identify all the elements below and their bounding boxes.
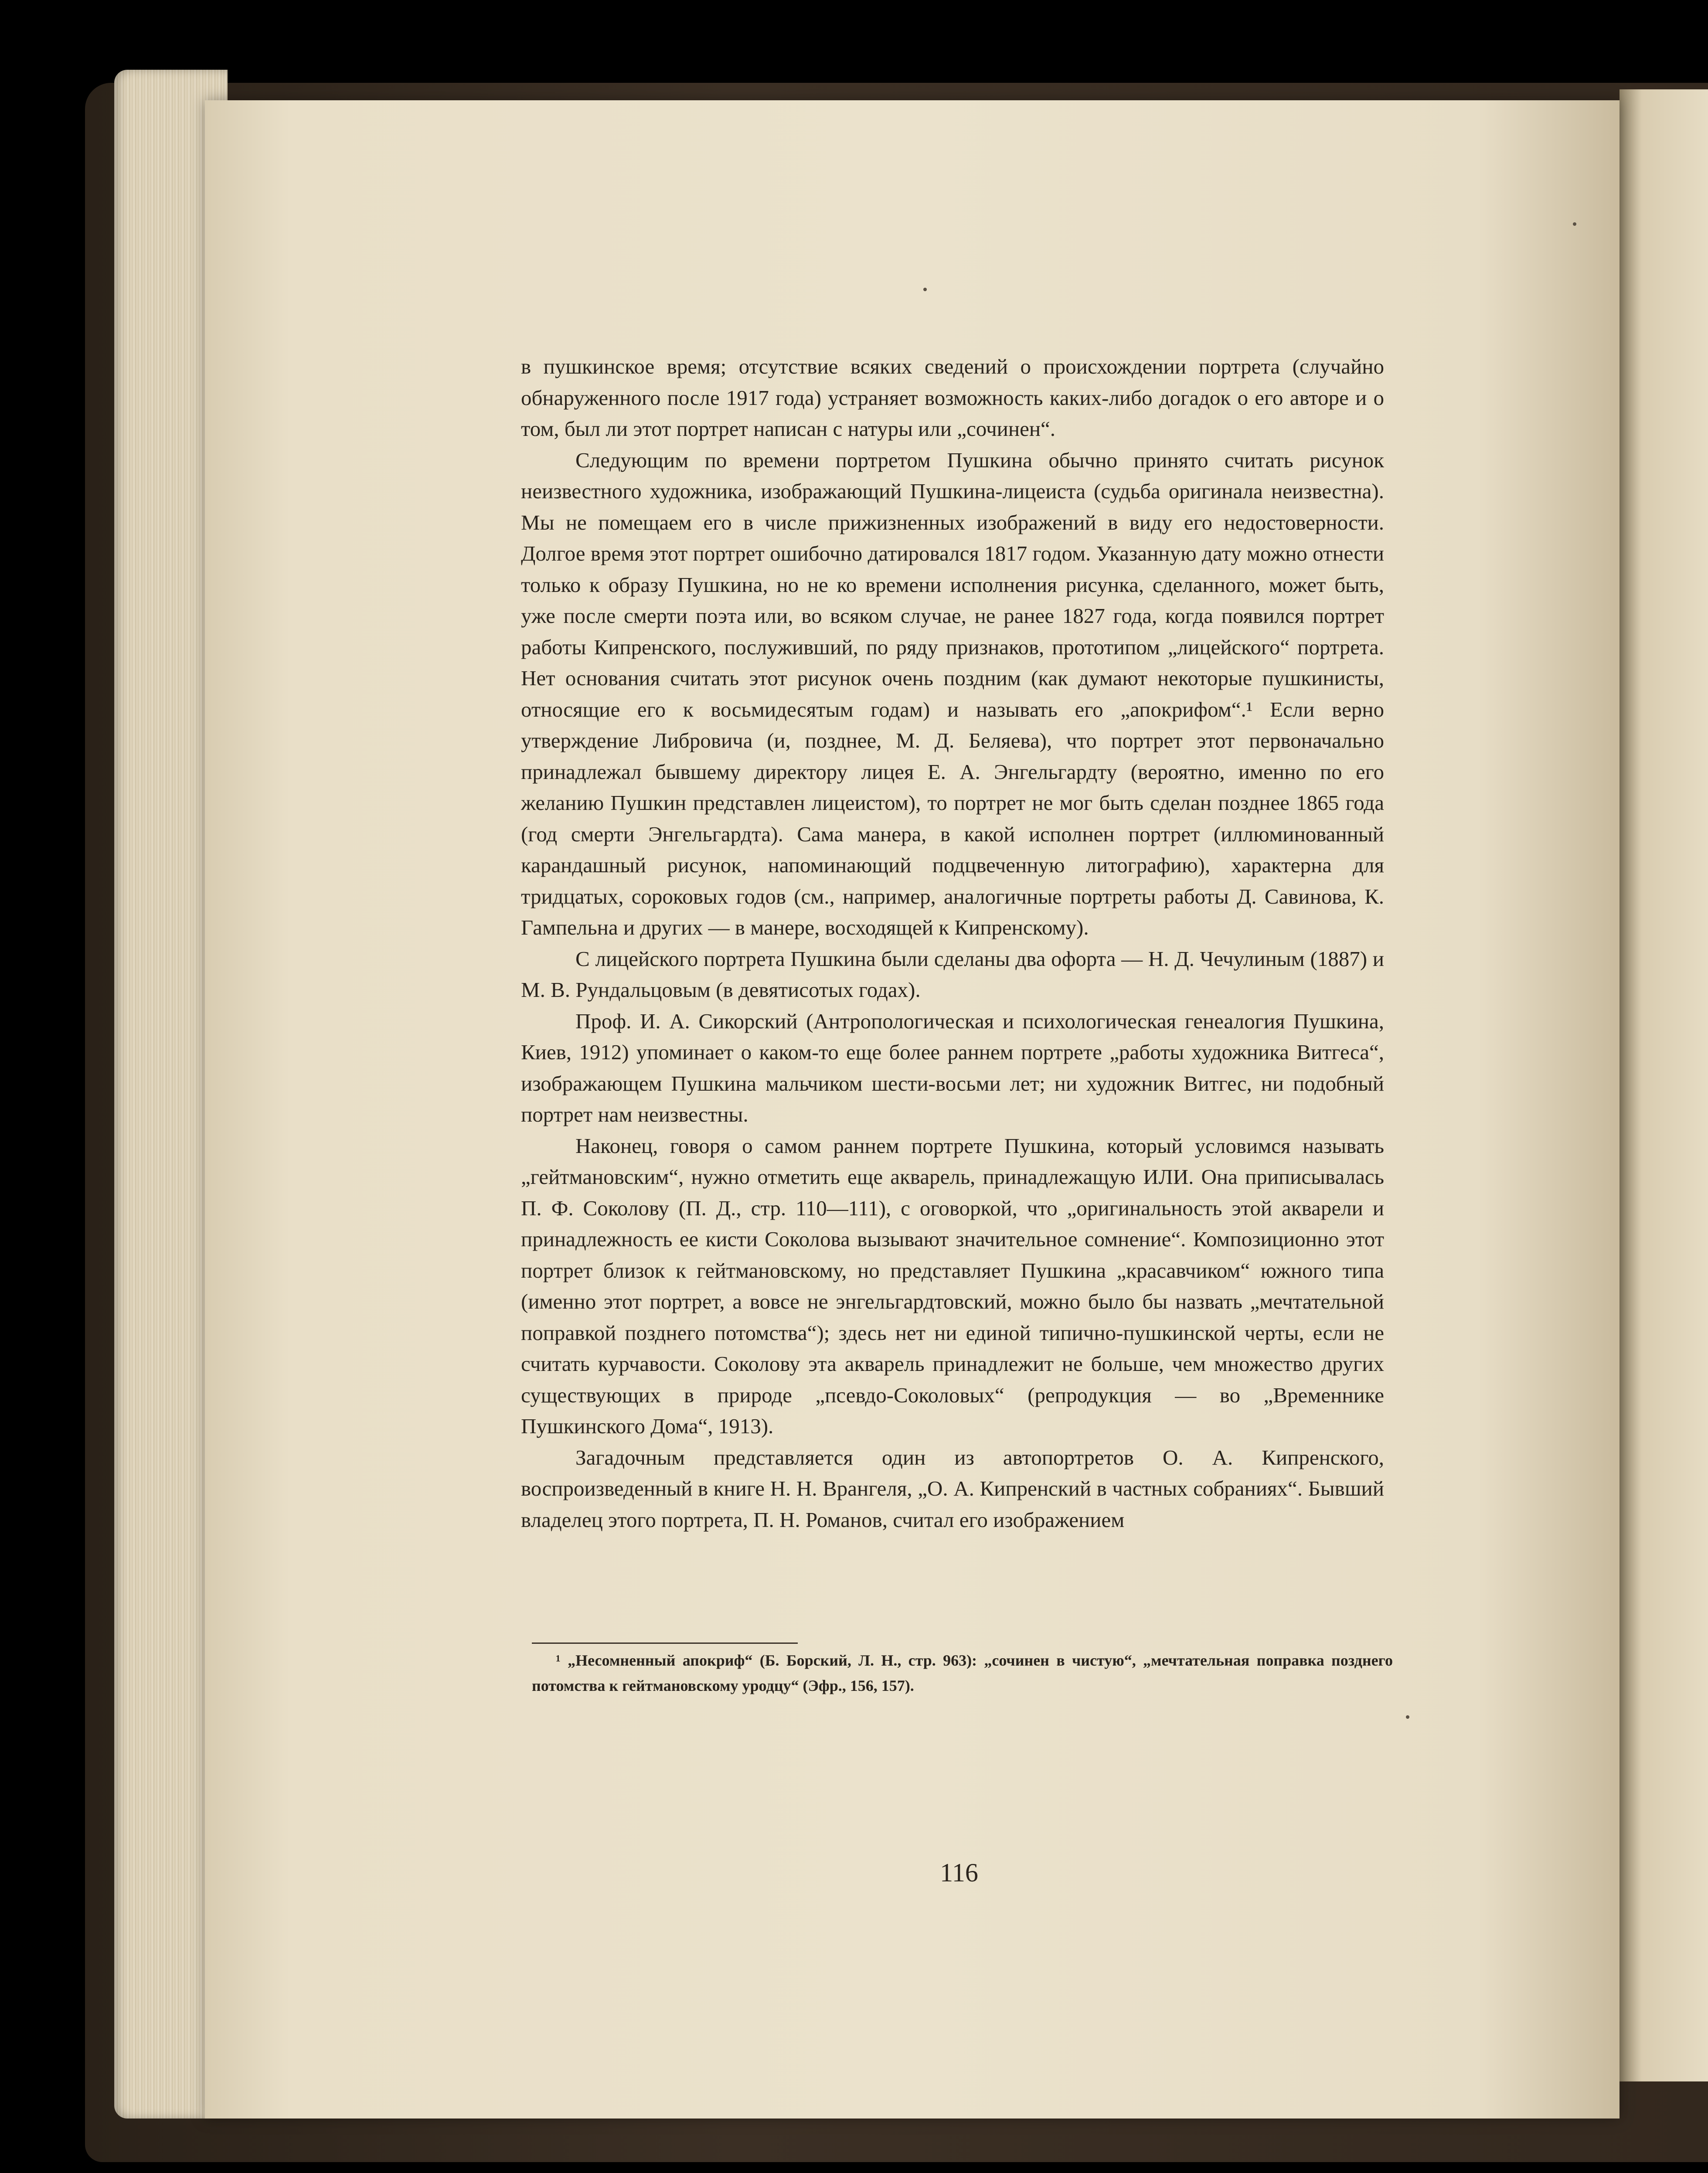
paragraph: Наконец, говоря о самом раннем портрете Пушкина, который условимся называть „гейтмановским“, нужно отметить еще акварель, принадлежащую ИЛИ. Она приписывалась П. Ф. Соколову (П. Д., стр. 110—111), с оговоркой, что „оригинальность этой акварели и принадлежность ее кисти Соколова вызывают значительное сомнение“. Композиционно этот портрет близок к гейтмановскому, но представляет Пушкина „красавчиком“ южного типа (именно этот портрет, а вовсе не энгельгардтовский, можно было бы назвать „мечтательной поправкой позднего потомства“); здесь нет ни единой типично-пушкинской черты, если не считать курчавости. Соколову эта акварель принадлежит не больше, чем множество других существующих в природе „псевдо-Соколовых“ (репродукция — во „Временнике Пушкинского Дома“, 1913). <box>521 1133 1384 1438</box>
footnote-divider <box>532 1643 798 1644</box>
paragraph: С лицейского портрета Пушкина были сделаны два офорта — Н. Д. Чечулиным (1887) и М. В. Рундальцовым (в девятисотых годах). <box>521 946 1384 1002</box>
footnote: ¹ „Несомненный апокриф“ (Б. Борский, Л. Н., стр. 963): „сочинен в чистую“, „мечтательная поправка позднего потомства к гейтмановскому уродцу“ (Эфр., 156, 157). <box>532 1652 1393 1694</box>
paper-speck <box>1406 1715 1409 1719</box>
body-text <box>521 351 1384 1535</box>
paragraph: Следующим по времени портретом Пушкина обычно принято считать рисунок неизвестного художника, изображающий Пушкина-лицеиста (судьба оригинала неизвестна). Мы не помещаем его в числе прижизненных изображений в виду его недостоверности. Долгое время этот портрет ошибочно датировался 1817 годом. Указанную дату можно отнести только к образу Пушкина, но не ко времени исполнения рисунка, сделанного, может быть, уже после смерти поэта или, во всяком случае, не ранее 1827 года, когда появился портрет работы Кипренского, послуживший, по ряду признаков, прототипом „лицейского“ портрета. Нет основания считать этот рисунок очень поздним (как думают некоторые пушкинисты, относящие его к восьмидесятым годам) и называть его „апокрифом“.¹ Если верно утверждение Либровича (и, позднее, М. Д. Беляева), что портрет этот первоначально принадлежал бывшему директору лицея Е. А. Энгельгардту (вероятно, именно по его желанию Пушкин представлен лицеистом), то портрет не мог быть сделан позднее 1865 года (год смерти Энгельгардта). Сама манера, в какой исполнен портрет (иллюминованный карандашный рисунок, напоминающий подцвеченную литографию), характерна для тридцатых, сороковых годов (см., например, аналогичные портреты работы Д. Савинова, К. Гампельна и других — в манере, восходящей к Кипренскому). <box>521 448 1384 939</box>
paragraph: в пушкинское время; отсутствие всяких сведений о происхождении портрета (случайно обнаруженного после 1917 года) устраняет возможность каких-либо догадок о его авторе и о том, был ли этот портрет написан с натуры или „сочинен“. <box>521 354 1384 441</box>
page-number: 116 <box>940 1858 978 1887</box>
paragraph: Проф. И. А. Сикорский (Антропологическая и психологическая генеалогия Пушкина, Киев, 1912) упоминает о каком-то еще более раннем портрете „работы художника Витгеса“, изображающем Пушкина мальчиком шести-восьми лет; ни художник Витгес, ни подобный портрет нам неизвестны. <box>521 1009 1384 1126</box>
paper-speck <box>1573 222 1576 226</box>
facing-page-edge <box>1620 89 1708 2081</box>
paper-speck <box>923 288 927 291</box>
paragraph: Загадочным представляется один из автопортретов О. А. Кипренского, воспроизведенный в книге Н. Н. Врангеля, „О. А. Кипренский в частных собраниях“. Бывший владелец этого портрета, П. Н. Романов, считал его изображением <box>521 1445 1384 1532</box>
